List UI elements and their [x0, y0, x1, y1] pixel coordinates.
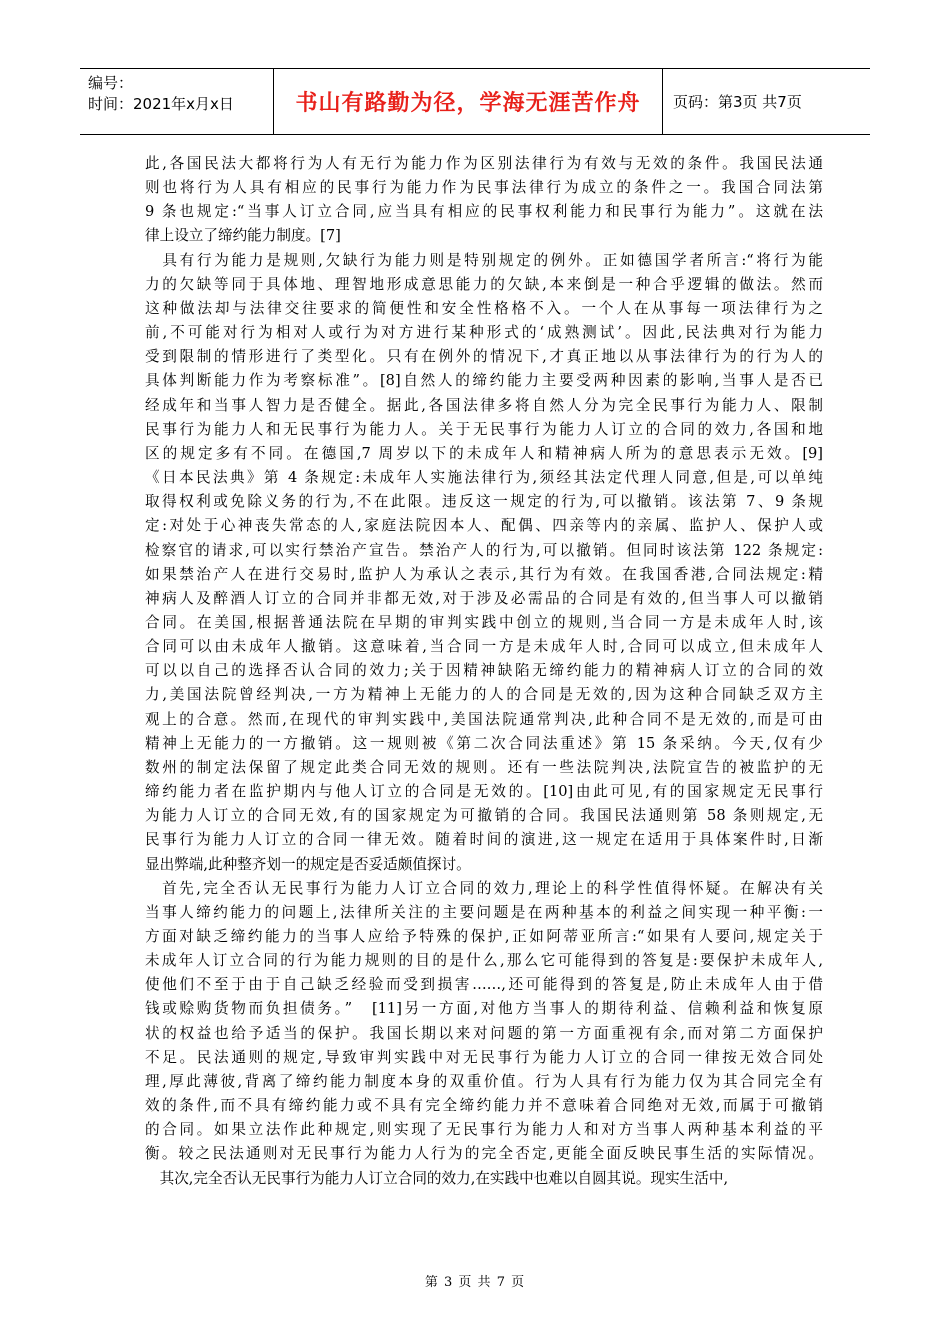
- text-line: 当事人缔约能力的问题上,法律所关注的主要问题是在两种基本的利益之间实现一种平衡:一: [145, 903, 823, 921]
- text-line: 如果禁治产人在进行交易时,监护人为承认之表示,其行为有效。在我国香港,合同法规定:精: [145, 565, 823, 583]
- text-line: 《日本民法典》第 4 条规定:未成年人实施法律行为,须经其法定代理人同意,但是,可以单纯: [145, 469, 823, 487]
- page-footer: 第 3 页 共 7 页: [424, 1275, 526, 1290]
- text-line: 则也将行为人具有相应的民事行为能力作为民事法律行为成立的条件之一。我国合同法第: [145, 179, 823, 197]
- text-line: 状的权益也给予适当的保护。我国长期以来对问题的第一方面重视有余,而对第二方面保护: [145, 1024, 823, 1042]
- text-line: 取得权利或免除义务的行为,不在此限。违反这一规定的行为,可以撤销。该法第 7、9 条规: [145, 493, 823, 511]
- text-line: 理,厚此薄彼,背离了缔约能力制度本身的双重价值。行为人具有行为能力仅为其合同完全有: [145, 1072, 823, 1090]
- text-line: 民事行为能力人订立的合同一律无效。随着时间的演进,这一规定在适用于具体案件时,日渐: [145, 831, 823, 849]
- text-line: 缔约能力者在监护期内与他人订立的合同是无效的。[10]由此可见,有的国家规定无民事行: [145, 783, 823, 801]
- text-line: 前,不可能对行为相对人或行为对方进行某种形式的‘成熟测试’。因此,民法典对行为能力: [145, 324, 823, 342]
- text-line: 钱或赊购货物而负担债务。” [11]另一方面,对他方当事人的期待利益、信赖利益和恢复原: [145, 1000, 823, 1018]
- text-line: 合同。在美国,根据普通法院在早期的审判实践中创立的规则,当合同一方是未成年人时,该: [145, 613, 823, 631]
- text-line: 数州的制定法保留了规定此类合同无效的规则。还有一些法院判决,法院宣告的被监护的无: [145, 758, 823, 776]
- text-line: 力的欠缺等同于具体地、理智地形成意思能力的欠缺,本来倒是一种合乎逻辑的做法。然而: [145, 275, 823, 293]
- text-line: 律上设立了缔约能力制度。[7]: [145, 227, 341, 245]
- text-line: 检察官的请求,可以实行禁治产宣告。禁治产人的行为,可以撤销。但同时该法第 122 条规定:: [145, 541, 823, 559]
- text-line: 此,各国民法大都将行为人有无行为能力作为区别法律行为有效与无效的条件。我国民法通: [145, 155, 823, 172]
- text-line: 区的规定多有不同。在德国,7 周岁以下的未成年人和精神病人所为的意思表示无效。[9]: [145, 444, 823, 462]
- text-line: 具体判断能力作为考察标准”。[8]自然人的缔约能力主要受两种因素的影响,当事人是否已: [145, 372, 823, 390]
- text-line: 神病人及醉酒人订立的合同并非都无效,对于涉及必需品的合同是有效的,但当事人可以撤销: [145, 589, 823, 607]
- header-page-label: 页码：第3页 共7页: [673, 93, 802, 111]
- text-line: 衡。较之民法通则对无民事行为能力人行为的完全否定,更能全面反映民事生活的实际情况。: [145, 1145, 823, 1163]
- text-line: 使他们不至于由于自己缺乏经验而受到损害……,还可能得到的答复是,防止未成年人由于借: [145, 976, 823, 994]
- date-label: 时间：2021年x月x日: [88, 95, 234, 113]
- text-line: 未成年人订立合同的行为能力规则的目的是什么,那么它可能得到的答复是:要保护未成年人,: [145, 952, 823, 970]
- text-line: 效的条件,而不具有缔约能力或不具有完全缔约能力并不意味着合同绝对无效,而属于可撤销: [145, 1097, 823, 1115]
- text-line: 精神上无能力的一方撤销。这一规则被《第二次合同法重述》第 15 条采纳。今天,仅有少: [145, 734, 823, 752]
- text-line: 力,美国法院曾经判决,一方为精神上无能力的人的合同是无效的,因为这种合同缺乏双方主: [145, 686, 823, 704]
- text-line: 的合同。如果立法作此种规定,则实现了无民事行为能力人和对方当事人两种基本利益的平: [145, 1121, 823, 1139]
- text-line: 民事行为能力人和无民事行为能力人。关于无民事行为能力人订立的合同的效力,各国和地: [145, 420, 823, 438]
- text-line: 观上的合意。然而,在现代的审判实践中,美国法院通常判决,此种合同不是无效的,而是可由: [145, 710, 823, 728]
- number-label: 编号：: [88, 74, 134, 92]
- text-line: 为能力人订立的合同无效,有的国家规定为可撤销的合同。我国民法通则第 58 条则规定,无: [145, 807, 823, 825]
- header-meta: [80, 69, 273, 134]
- text-line: 显出弊端,此种整齐划一的规定是否妥适颇值探讨。: [145, 855, 471, 873]
- text-line: 其次,完全否认无民事行为能力人订立合同的效力,在实践中也难以自圆其说。现实生活中,: [145, 1169, 729, 1187]
- text-line: 方面对缺乏缔约能力的当事人应给予特殊的保护,正如阿蒂亚所言:“如果有人要问,规定关于: [145, 928, 823, 945]
- body-text: [145, 152, 823, 1191]
- text-line: 可以以自己的选择否认合同的效力;关于因精神缺陷无缔约能力的精神病人订立的合同的效: [145, 662, 823, 680]
- text-line: 合同可以由未成年人撤销。这意味着,当合同一方是未成年人时,合同可以成立,但未成年人: [145, 638, 823, 656]
- text-line: 具有行为能力是规则,欠缺行为能力则是特别规定的例外。正如德国学者所言:“将行为能: [145, 251, 823, 269]
- text-line: 定:对处于心神丧失常态的人,家庭法院因本人、配偶、四亲等内的亲属、监护人、保护人或: [145, 517, 823, 535]
- page-header: [80, 68, 870, 135]
- text-line: 9 条也规定:“当事人订立合同,应当具有相应的民事权利能力和民事行为能力”。这就在法: [145, 203, 823, 221]
- text-line: 这种做法却与法律交往要求的简便性和安全性格格不入。一个人在从事每一项法律行为之: [145, 299, 823, 317]
- text-line: 不足。民法通则的规定,导致审判实践中对无民事行为能力人订立的合同一律按无效合同处: [145, 1048, 823, 1066]
- text-line: 首先,完全否认无民事行为能力人订立合同的效力,理论上的科学性值得怀疑。在解决有关: [145, 879, 823, 897]
- header-motto: 书山有路勤为径，学海无涯苦作舟: [273, 69, 663, 134]
- text-line: 经成年和当事人智力是否健全。据此,各国法律多将自然人分为完全民事行为能力人、限制: [145, 396, 823, 414]
- text-line: 受到限制的情形进行了类型化。只有在例外的情况下,才真正地以从事法律行为的行为人的: [145, 348, 823, 366]
